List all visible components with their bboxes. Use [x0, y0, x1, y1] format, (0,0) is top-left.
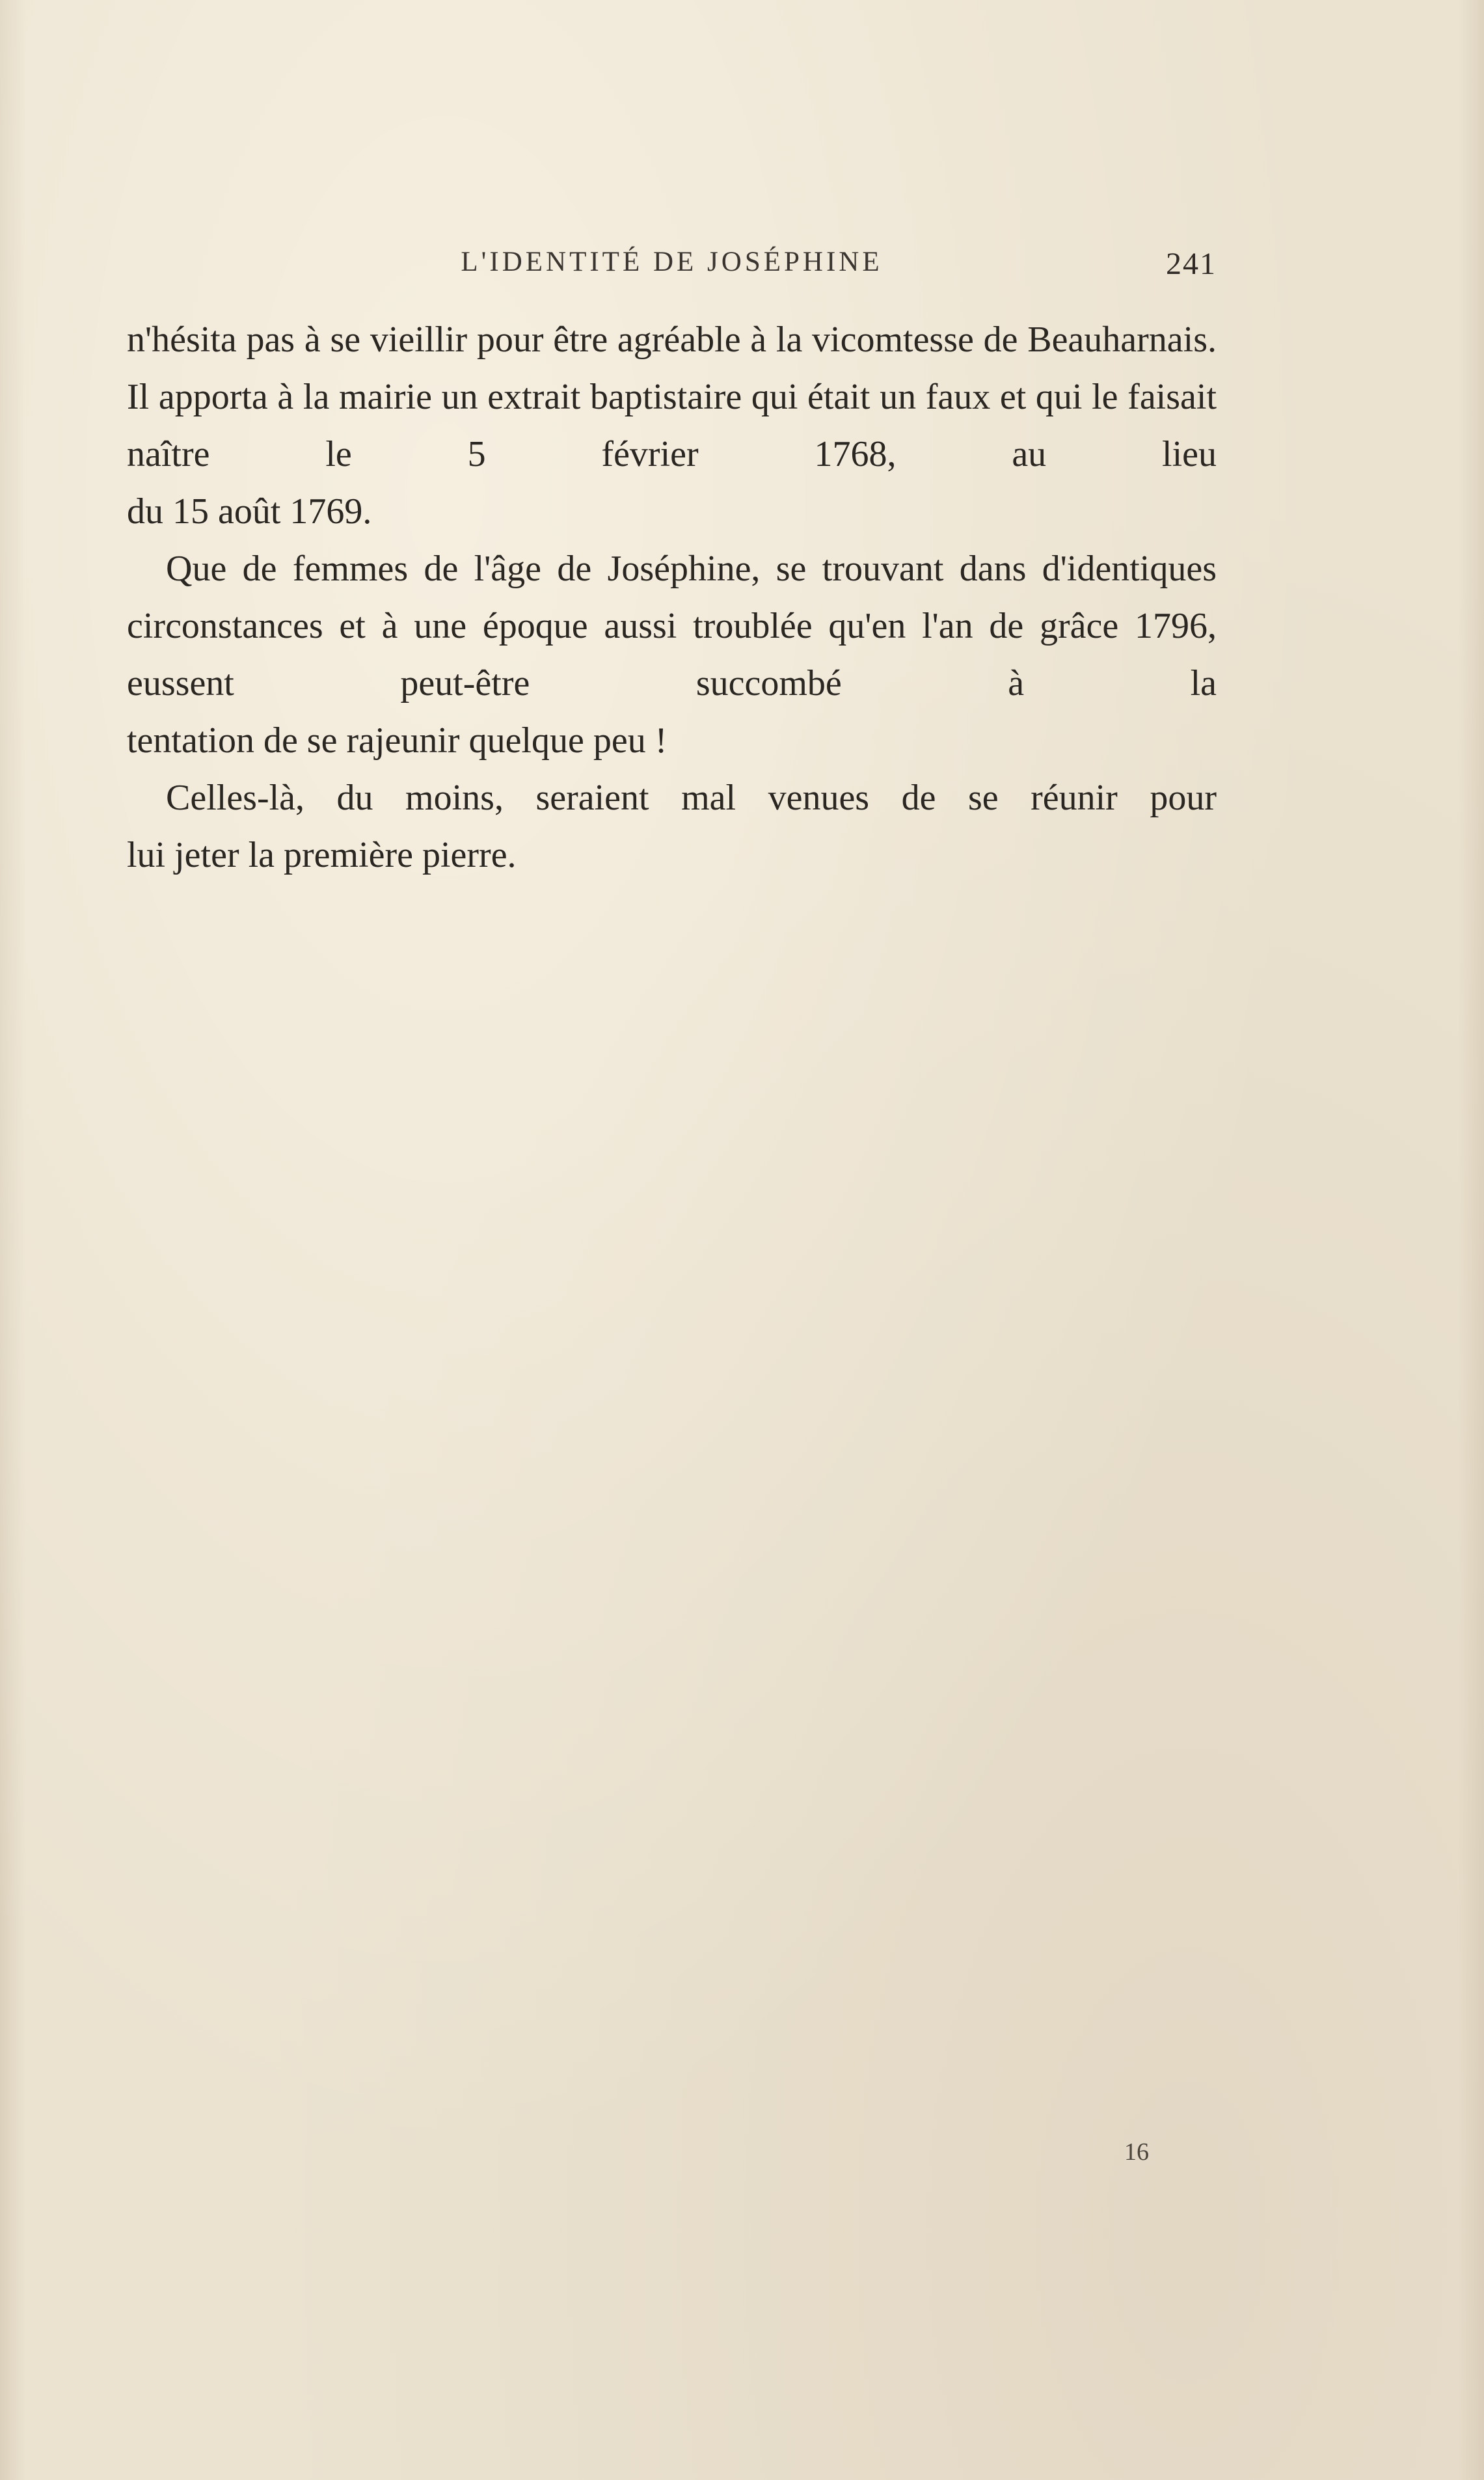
- page-header: [127, 246, 1217, 292]
- paragraph-3-body: Celles-là, du moins, seraient mal venues de se réunir pour: [166, 778, 1217, 818]
- running-title: L'IDENTITÉ DE JOSÉPHINE: [461, 247, 883, 277]
- signature-mark: 16: [1124, 2138, 1149, 2166]
- page-number: 241: [1166, 247, 1217, 281]
- paragraph-2-body: Que de femmes de l'âge de Joséphine, se trouvant dans d'identiques circonstances et à une époque aussi troublée qu'en l'an de grâce 1796, eussent peut-être succombé à la: [127, 549, 1217, 703]
- paragraph-1-last-line: du 15 août 1769.: [127, 491, 372, 532]
- paragraph-3-last-line: lui jeter la première pierre.: [127, 835, 517, 875]
- body-text: [127, 311, 1217, 884]
- paragraph-1-body: n'hésita pas à se vieillir pour être agréable à la vicomtesse de Beauharnais. Il apporta à la mairie un extrait baptistaire qui était un faux et qui le faisait naître le 5 février 1768, au lieu: [127, 320, 1217, 474]
- paragraph-2-last-line: tentation de se rajeunir quelque peu !: [127, 720, 668, 761]
